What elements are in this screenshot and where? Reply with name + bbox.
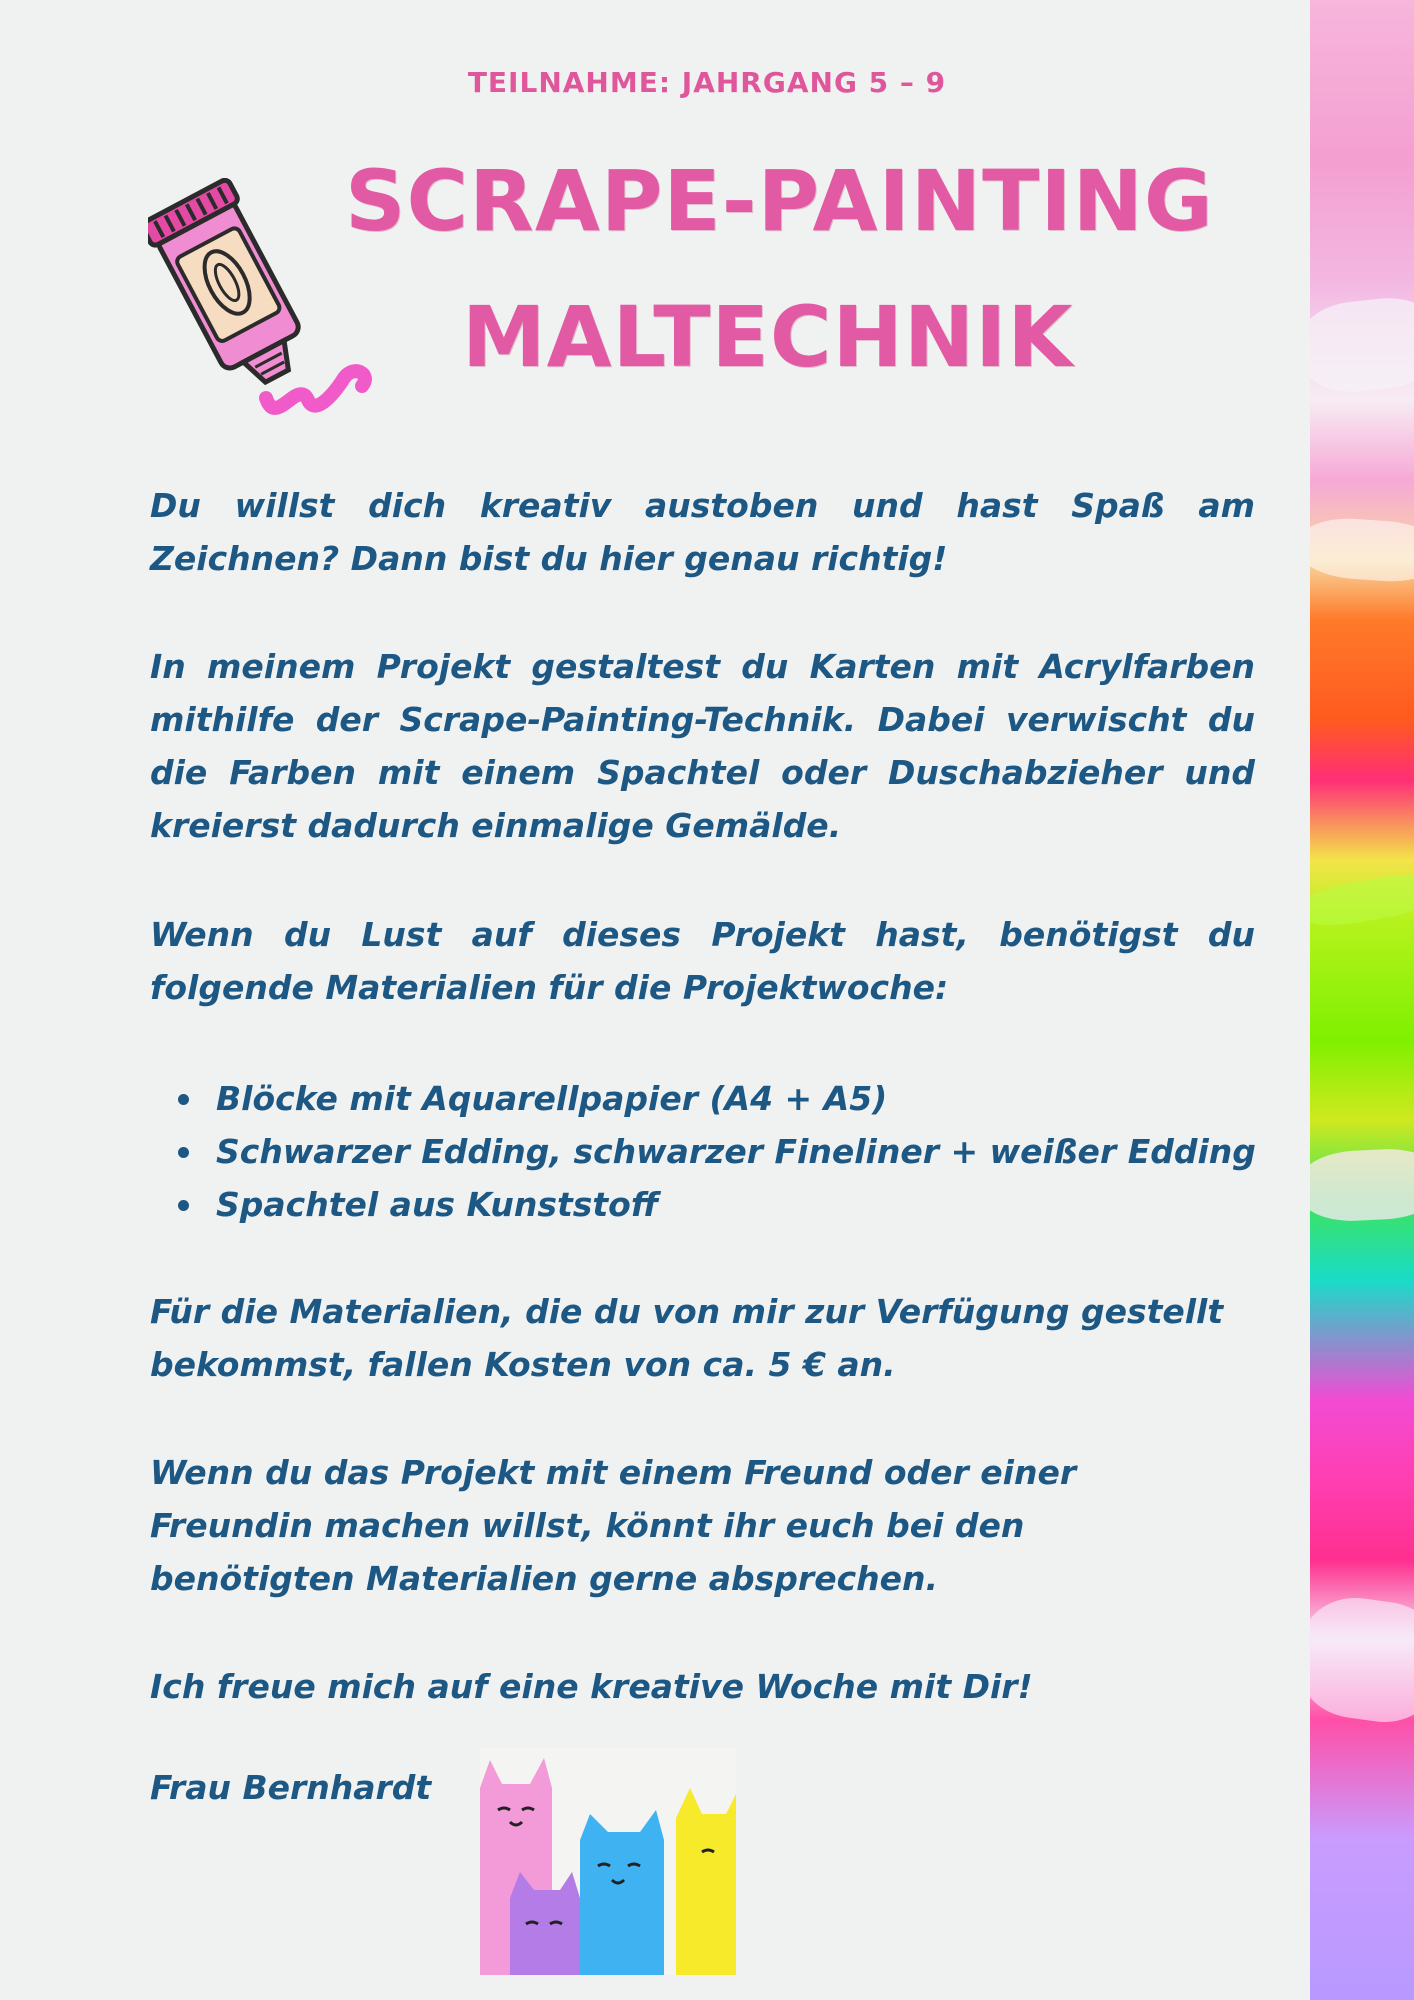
paint-streak xyxy=(1310,515,1414,585)
paint-streak xyxy=(1310,1146,1414,1223)
list-item xyxy=(150,1125,1270,1178)
decorative-paint-strip xyxy=(1310,0,1414,2000)
title-line-2: MALTECHNIK xyxy=(462,288,1074,386)
paint-streak xyxy=(1310,1591,1414,1729)
material-label: Schwarzer Edding, schwarzer Fineliner + weißer Edding xyxy=(216,1132,1256,1171)
signature: Frau Bernhardt xyxy=(150,1768,432,1807)
bullet-icon xyxy=(178,1094,189,1105)
costs-paragraph: Für die Materialien, die du von mir zur Verfügung gestellt bekommst, fallen Kosten von ca. 5 € an. xyxy=(150,1292,1224,1384)
paint-streak xyxy=(1310,868,1414,932)
materials-intro-paragraph: Wenn du Lust auf dieses Projekt hast, benötigst du folgende Materialien für die Projektwoche: xyxy=(150,915,1255,1007)
material-label: Spachtel aus Kunststoff xyxy=(216,1185,659,1224)
list-item xyxy=(150,1072,1270,1125)
bullet-icon xyxy=(178,1147,189,1158)
title-line-1: SCRAPE-PAINTING xyxy=(345,152,1214,250)
material-label: Blöcke mit Aquarellpapier (A4 + A5) xyxy=(216,1079,888,1118)
intro-paragraph: Du willst dich kreativ austoben und hast Spaß am Zeichnen? Dann bist du hier genau richtig! xyxy=(150,486,1255,578)
materials-list xyxy=(150,1072,1270,1231)
list-item xyxy=(150,1178,1270,1231)
bullet-icon xyxy=(178,1200,189,1211)
closing-paragraph: Ich freue mich auf eine kreative Woche mit Dir! xyxy=(150,1667,1033,1706)
participation-subtitle: TEILNAHME: JAHRGANG 5 – 9 xyxy=(467,66,947,99)
project-description-paragraph: In meinem Projekt gestaltest du Karten mit Acrylfarben mithilfe der Scrape-Painting-Technik. Dabei verwischt du die Farben mit einem Spachtel oder Duschabzieher und kreierst dadurch einmalige Gemälde. xyxy=(150,647,1255,845)
friends-paragraph: Wenn du das Projekt mit einem Freund oder einer Freundin machen willst, könnt ihr euch bei den benötigten Materialien gerne absprechen. xyxy=(150,1453,1077,1598)
paper-cats-image xyxy=(480,1748,736,1975)
paint-streak xyxy=(1310,293,1414,397)
